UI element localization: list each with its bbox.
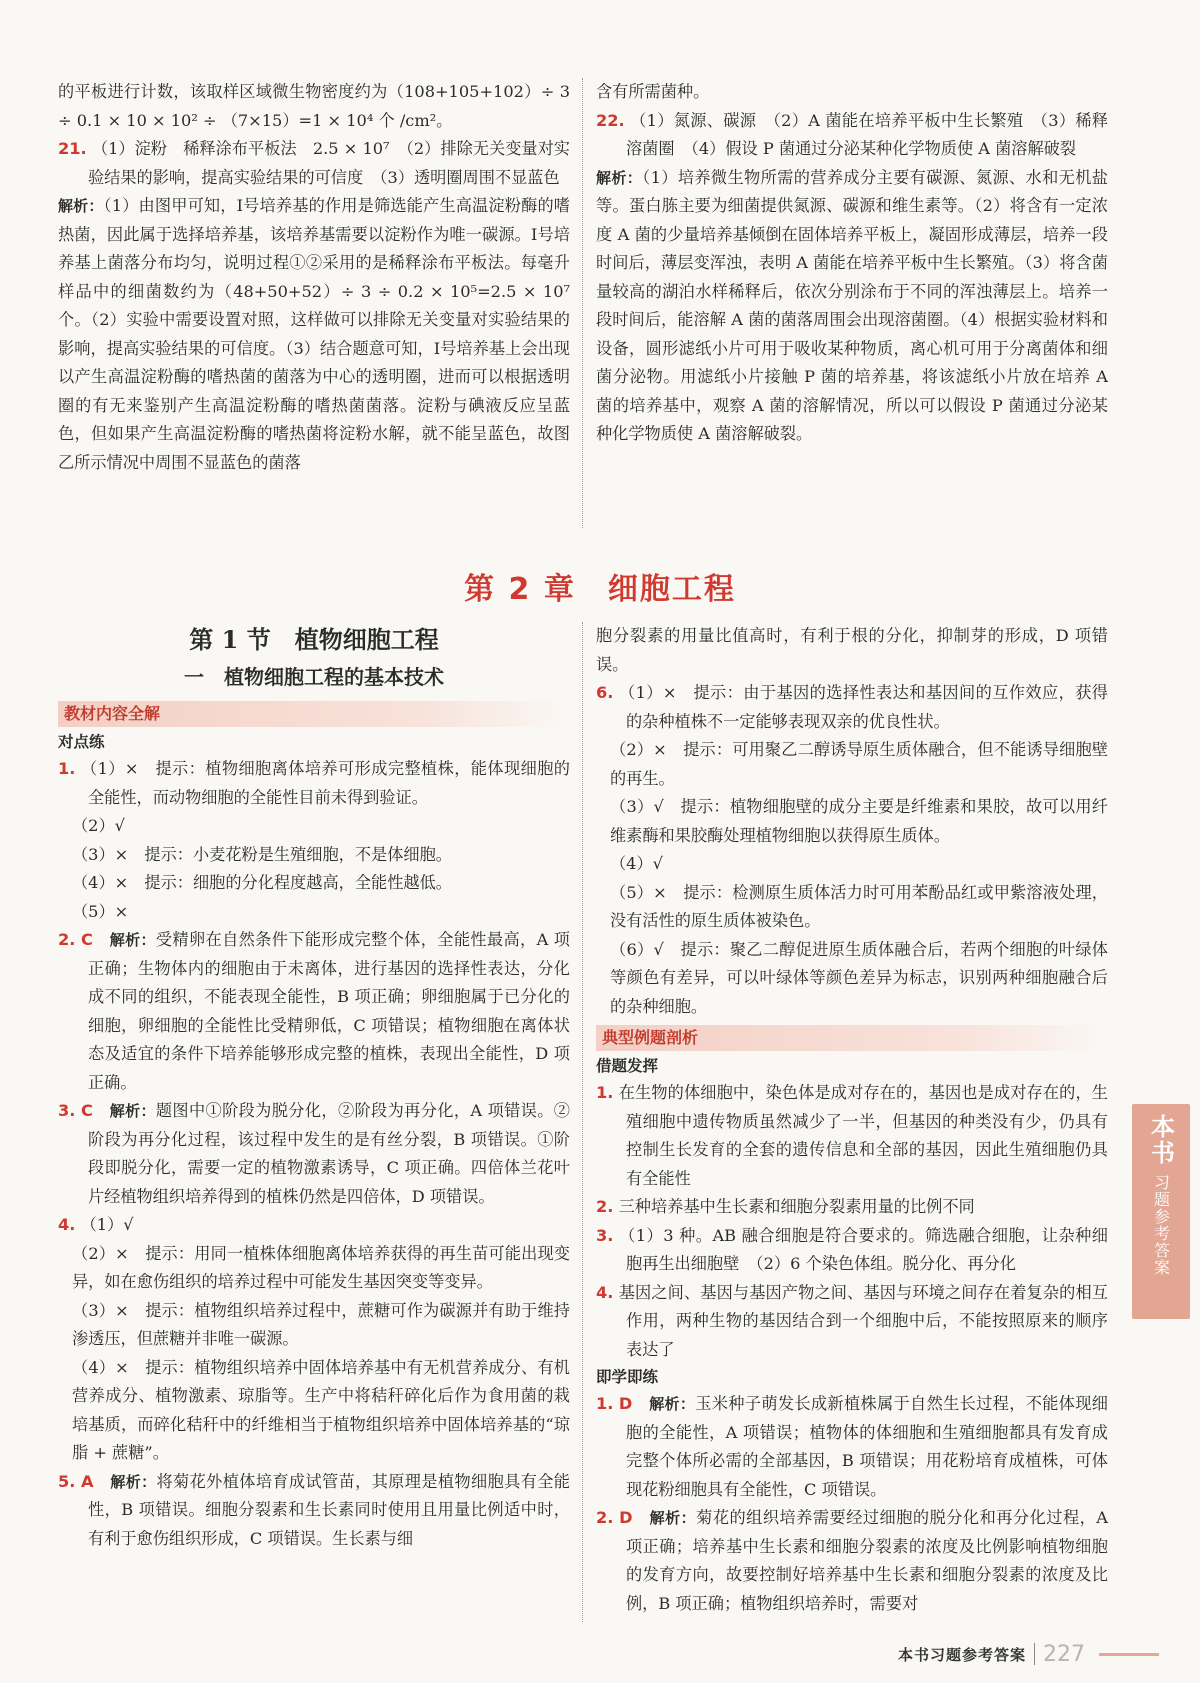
- answer-letter: C: [80, 930, 93, 949]
- explanation-21: [58, 192, 570, 477]
- subheading: 对点练: [58, 733, 105, 751]
- footer-bar: [1099, 1653, 1159, 1656]
- item-text: （3）× 提示：小麦花粉是生殖细胞，不是体细胞。: [72, 844, 452, 864]
- top-left-column: [58, 78, 570, 477]
- page-number: 227: [1043, 1641, 1086, 1667]
- explanation-text: 题图中①阶段为脱分化，②阶段为再分化，A 项错误。②阶段为再分化过程，该过程中发生的是有丝分裂，B 项错误。①阶段即脱分化，需要一定的植物激素诱导，C 项正确。四倍体兰花叶片经植物组织培养得到的植株仍然是四倍体，D 项错误。: [88, 1101, 570, 1206]
- explanation-label: 解析：: [596, 168, 643, 187]
- explanation-label: 解析：: [109, 1102, 156, 1120]
- question-5: [58, 1468, 570, 1554]
- explanation-22: [596, 164, 1108, 449]
- question-21: [58, 135, 570, 192]
- explanation-label: 解析：: [109, 931, 156, 949]
- question-number: 4.: [596, 1282, 614, 1302]
- example-2: [596, 1193, 1108, 1222]
- question-22: [596, 107, 1125, 164]
- question-number: 5.: [58, 1471, 76, 1491]
- continuation-text: 胞分裂素的用量比值高时，有利于根的分化，抑制芽的形成，D 项错误。: [596, 626, 1108, 674]
- item-text: （4）× 提示：细胞的分化程度越高，全能性越低。: [72, 873, 452, 892]
- explanation-label: 解析：: [58, 197, 104, 215]
- answer-letter: C: [80, 1101, 93, 1120]
- question-number: 3.: [596, 1225, 614, 1245]
- item-text: （5）×: [72, 901, 129, 921]
- item-text: （6）√ 提示：聚乙二醇促进原生质体融合后，若两个细胞的叶绿体等颜色有差异，可以叶绿体等颜色差异为标志，识别两种细胞融合后的杂种细胞。: [610, 939, 1108, 1016]
- explanation-text: （1）培养微生物所需的营养成分主要有碳源、氮源、水和无机盐等。蛋白胨主要为细菌提供氮源、碳源和维生素等。（2）将含有一定浓度 A 菌的少量培养基倾倒在固体培养平板上，凝固形成薄层，培养一段时间后，薄层变浑浊，表明 A 菌能在培养平板中生长繁殖。（3）将含菌量较高的湖泊水样稀释后，依次分别涂布于不同的浑浊薄层上。培养一段时间后，能溶解 A 菌的菌落周围会出现溶菌圈。（4）根据实验材料和设备，圆形滤纸小片可用于吸收某种物质，离心机可用于分离菌体和细菌分泌物。用滤纸小片接触 P 菌的培养基，将该滤纸小片放在培养 A 菌的培养基中，观察 A 菌的溶解情况，所以可以假设 P 菌通过分泌某种化学物质使 A 菌溶解破裂。: [596, 167, 1108, 443]
- explanation-text: 菊花的组织培养需要经过细胞的脱分化和再分化过程，A 项正确；培养基中生长素和细胞分裂素的浓度及比例影响植物细胞的发育方向，故要控制好培养基中生长素和细胞分裂素的浓度及比例，B 项正确；植物组织培养时，需要对: [626, 1508, 1108, 1613]
- page-footer: [898, 1638, 1198, 1670]
- item-text: （1）√: [80, 1215, 134, 1234]
- example-4: [596, 1279, 1108, 1365]
- example-3: [596, 1222, 1108, 1279]
- question-number: 6.: [596, 683, 614, 702]
- item-text: （3）× 提示：植物组织培养过程中，蔗糖可作为碳源并有助于维持渗透压，但蔗糖并非唯一碳源。: [72, 1300, 570, 1348]
- example-1: [596, 1079, 1108, 1193]
- question-number: 1.: [596, 1394, 614, 1413]
- answer-letter: D: [618, 1394, 633, 1413]
- question-number: 3.: [58, 1101, 76, 1120]
- question-number: 22.: [596, 110, 625, 130]
- item-text: （3）√ 提示：植物细胞壁的成分主要是纤维素和果胶，故可以用纤维素酶和果胶酶处理植物细胞以获得原生质体。: [610, 797, 1108, 845]
- explanation-label: 解析：: [110, 1472, 157, 1491]
- top-right-column: [596, 78, 1125, 449]
- answer-text: （1）淀粉 稀释涂布平板法 2.5 × 10⁷ （2）排除无关变量对实验结果的影响，提高实验结果的可信度 （3）透明圈周围不显蓝色: [88, 139, 570, 187]
- side-tab: [1132, 1104, 1190, 1319]
- item-text: （1）3 种。AB 融合细胞是符合要求的。筛选融合细胞，让杂种细胞再生出细胞壁 （2）6 个染色体组。脱分化、再分化: [619, 1225, 1108, 1273]
- explanation-text: （1）由图甲可知，Ⅰ号培养基的作用是筛选能产生高温淀粉酶的嗜热菌，因此属于选择培养基，该培养基需要以淀粉作为唯一碳源。Ⅰ号培养基上菌落分布均匀，说明过程①②采用的是稀释涂布平板法。每毫升样品中的细菌数约为（48+50+52）÷ 3 ÷ 0.2 × 10⁵=2.5 × 10⁷ 个。（2）实验中需要设置对照，这样做可以排除无关变量对实验结果的影响，提高实验结果的可信度。（3）结合题意可知，Ⅰ号培养基上会出现以产生高温淀粉酶的嗜热菌的菌落为中心的透明圈，进而可以根据透明圈的有无来鉴别产生高温淀粉酶的嗜热菌菌落。淀粉与碘液反应呈蓝色，但如果产生高温淀粉酶的嗜热菌将淀粉水解，就不能呈蓝色，故图乙所示情况中周围不显蓝色的菌落: [58, 196, 570, 472]
- question-2: [58, 926, 570, 1097]
- item-text: （2）× 提示：用同一植株体细胞离体培养获得的再生苗可能出现变异，如在愈伤组织的培养过程中可能发生基因突变等变异。: [72, 1243, 570, 1291]
- practice-1: [596, 1390, 1108, 1504]
- question-3: [58, 1097, 570, 1211]
- question-1: [58, 755, 570, 812]
- column-divider: [582, 622, 583, 1622]
- subheading: 即学即练: [596, 1368, 659, 1386]
- explanation-text: 受精卵在自然条件下能形成完整个体，全能性最高，A 项正确；生物体内的细胞由于未离体，进行基因的选择性表达，分化成不同的组织，不能表现全能性，B 项正确；卵细胞属于已分化的细胞，卵细胞的全能性比受精卵低，C 项错误；植物细胞在离体状态及适宜的条件下培养能够形成完整的植株，表现出全能性，D 项正确。: [88, 930, 570, 1092]
- footer-separator: [1034, 1643, 1035, 1665]
- question-number: 1.: [58, 759, 76, 778]
- explanation-label: 解析：: [649, 1509, 697, 1527]
- subsection-title: 一 植物细胞工程的基本技术: [184, 664, 444, 689]
- answer-text: （1）氮源、碳源 （2）A 菌能在培养平板中生长繁殖 （3）稀释 溶菌圈 （4）假设 P 菌通过分泌某种化学物质使 A 菌溶解破裂: [626, 110, 1125, 158]
- column-divider: [582, 78, 583, 528]
- item-text: （5）× 提示：检测原生质体活力时可用苯酚品红或甲紫溶液处理，没有活性的原生质体被染色。: [610, 882, 1108, 930]
- explanation-text: 玉米种子萌发长成新植株属于自然生长过程，不能体现细胞的全能性，A 项错误；植物体的体细胞和生殖细胞都具有发育成完整个体所必需的全部基因，B 项错误；用花粉培育成植株，可体现花粉细胞具有全能性，C 项错误。: [626, 1394, 1108, 1499]
- item-text: 在生物的体细胞中，染色体是成对存在的，基因也是成对存在的，生殖细胞中遗传物质虽然减少了一半，但基因的种类没有少，仍具有控制生长发育的全套的遗传信息和全部的基因，因此生殖细胞仍具有全能性: [618, 1083, 1108, 1188]
- item-text: （2）× 提示：可用聚乙二醇诱导原生质体融合，但不能诱导细胞壁的再生。: [610, 740, 1108, 788]
- bottom-left-column: [58, 622, 570, 1553]
- practice-2: [596, 1504, 1108, 1618]
- question-number: 4.: [58, 1215, 76, 1234]
- item-text: 基因之间、基因与基因产物之间、基因与环境之间存在着复杂的相互作用，两种生物的基因结合到一个细胞中后，不能按照原来的顺序表达了: [618, 1282, 1108, 1359]
- explanation-label: 解析：: [649, 1395, 696, 1413]
- footer-text: 本书习题参考答案: [898, 1645, 1027, 1664]
- question-number: 2.: [596, 1508, 614, 1527]
- item-text: （2）√: [72, 816, 125, 835]
- chapter-title: 第 2 章 细胞工程: [464, 572, 736, 607]
- question-number: 2.: [596, 1197, 614, 1216]
- item-text: （1）× 提示：植物细胞离体培养可形成完整植株，能体现细胞的全能性，而动物细胞的全能性目前未得到验证。: [80, 759, 570, 807]
- explanation-text: 将菊花外植体培育成试管苗，其原理是植物细胞具有全能性，B 项错误。细胞分裂素和生长素同时使用且用量比例适中时，有利于愈伤组织形成，C 项错误。生长素与细: [88, 1471, 570, 1548]
- item-text: （4）√: [610, 854, 663, 873]
- section-band: 典型例题剖析: [596, 1025, 1108, 1051]
- question-number: 2.: [58, 930, 76, 949]
- item-text: 三种培养基中生长素和细胞分裂素用量的比例不同: [618, 1197, 975, 1216]
- bottom-right-column: [596, 622, 1108, 1618]
- continuation-text: 含有所需菌种。: [596, 82, 710, 101]
- section-band: 教材内容全解: [58, 701, 570, 727]
- item-text: （1）× 提示：由于基因的选择性表达和基因间的互作效应，获得的杂种植株不一定能够表现双亲的优良性状。: [618, 683, 1108, 731]
- question-number: 21.: [58, 139, 87, 158]
- continuation-text: 的平板进行计数，该取样区域微生物密度约为（108+105+102）÷ 3 ÷ 0.1 × 10 × 10² ÷ （7×15）=1 × 10⁴ 个 /cm²。: [58, 82, 570, 130]
- section-title: 第 1 节 植物细胞工程: [189, 625, 439, 654]
- question-4: [58, 1211, 570, 1240]
- question-number: 1.: [596, 1083, 614, 1102]
- answer-letter: A: [80, 1471, 94, 1491]
- item-text: （4）× 提示：植物组织培养中固体培养基中有无机营养成分、有机营养成分、植物激素、琼脂等。生产中将秸秆碎化后作为食用菌的栽培基质，而碎化秸秆中的纤维相当于植物组织培养中固体培养基的“琼脂 + 蔗糖”。: [72, 1357, 570, 1462]
- answer-letter: D: [619, 1508, 633, 1527]
- side-tab-subtitle: 习题参考答案: [1151, 1174, 1171, 1276]
- side-tab-title: 本书: [1146, 1114, 1175, 1166]
- question-6: [596, 679, 1108, 736]
- subheading: 借题发挥: [596, 1057, 659, 1075]
